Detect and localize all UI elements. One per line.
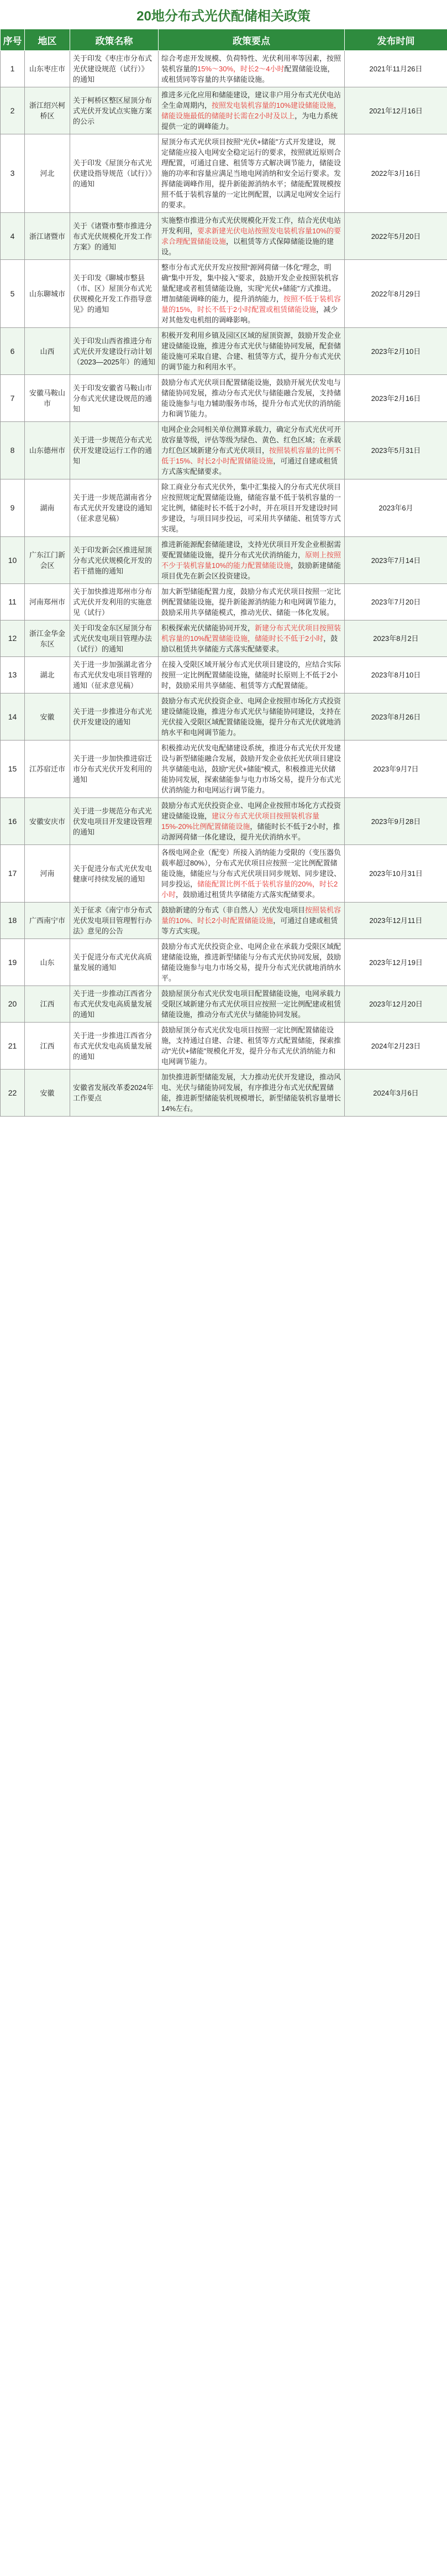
table-row xyxy=(1,213,447,260)
point-text: 鼓励屋顶分布式光伏发电项目配置储能设施，电网承载力受限区域新建分布式光伏项目应按照一定比例配建或租赁储能设施，推动分布式光伏与储能协同发展。 xyxy=(161,989,341,1019)
row-policy-points xyxy=(159,584,345,620)
point-text: 实施整市推进分布式光伏规模化开发工作，结合光伏电站开发利用， xyxy=(161,216,341,235)
row-date: 2023年9月7日 xyxy=(345,741,447,798)
row-index: 6 xyxy=(1,328,25,375)
table-row xyxy=(1,584,447,620)
row-region: 山东聊城市 xyxy=(25,260,70,328)
row-date: 2023年2月16日 xyxy=(345,375,447,422)
row-index: 3 xyxy=(1,134,25,213)
row-index: 10 xyxy=(1,537,25,584)
row-date: 2021年11月26日 xyxy=(345,51,447,87)
row-index: 8 xyxy=(1,422,25,479)
row-policy-points xyxy=(159,213,345,260)
table-row xyxy=(1,134,447,213)
row-index: 17 xyxy=(1,845,25,903)
row-date: 2023年8月10日 xyxy=(345,657,447,693)
row-policy-points xyxy=(159,51,345,87)
row-index: 9 xyxy=(1,479,25,537)
row-policy-points xyxy=(159,328,345,375)
point-text: 加快推进新型储能发展，大力推动光伏开发建设，推动风电、光伏与储能协同发展，有序推进分布式光伏配置储能，推进新型储能装机规模增长，新型储能装机容量增长14%左右。 xyxy=(161,1073,341,1113)
table-row xyxy=(1,939,447,986)
table-row xyxy=(1,537,447,584)
row-date: 2023年12月20日 xyxy=(345,986,447,1023)
table-row xyxy=(1,87,447,134)
row-region: 河北 xyxy=(25,134,70,213)
point-text: 鼓励分布式光伏投资企业、电网企业在承载力受限区域配建储能设施，推进新型储能与分布式光伏协同发展，鼓励储能设施参与电力市场交易，提升分布式光伏就地消纳水平。 xyxy=(161,942,341,982)
point-text: 在接入受限区域开展分布式光伏项目建设的，应结合实际按照一定比例配置储能设施，储能时长原则上不低于2小时，鼓励采用共享储能、租赁等方式配置储能。 xyxy=(161,660,341,690)
row-policy-points xyxy=(159,939,345,986)
row-index: 21 xyxy=(1,1023,25,1070)
row-region: 浙江绍兴柯桥区 xyxy=(25,87,70,134)
row-policy-points xyxy=(159,537,345,584)
header-index: 序号 xyxy=(1,29,25,51)
table-row xyxy=(1,657,447,693)
row-policy-name: 关于印发金东区屋顶分布式光伏发电项目管理办法（试行）的通知 xyxy=(70,620,159,657)
highlighted-text: 新建分布式光伏项目按照装机容量的10%配置储能设施，储能时长不低于2小时 xyxy=(161,624,341,643)
row-policy-name: 关于进一步规范分布式光伏发电项目开发建设管理的通知 xyxy=(70,798,159,845)
row-region: 山东 xyxy=(25,939,70,986)
row-index: 22 xyxy=(1,1070,25,1117)
row-policy-name: 关于促进分布式光伏发电健康可持续发展的通知 xyxy=(70,845,159,903)
row-policy-name: 关于进一步推进江西省分布式光伏发电高质量发展的通知 xyxy=(70,1023,159,1070)
point-text: ，以租赁等方式保障储能设施的建设。 xyxy=(161,237,334,256)
table-row xyxy=(1,479,447,537)
point-text: 积极推动光伏发电配储建设系统，推进分布式光伏开发建设与新型储能融合发展，鼓励开发企业依托光伏项目建设共享储能电站，鼓励“光伏+储能”模式，积极推进光伏储能协同发展，探索储能参与电力市场交易，提升分布式光伏消纳能力和电网运行调节能力。 xyxy=(161,744,341,794)
row-date: 2023年8月26日 xyxy=(345,693,447,741)
row-index: 13 xyxy=(1,657,25,693)
point-text: 鼓励新建的分布式（非自然人）光伏发电项目 xyxy=(161,906,306,914)
row-policy-name: 关于《诸暨市整市推进分布式光伏规模化开发工作方案》的通知 xyxy=(70,213,159,260)
row-date: 2023年7月20日 xyxy=(345,584,447,620)
table-row xyxy=(1,260,447,328)
row-policy-name: 关于进一步推进分布式光伏开发建设的通知 xyxy=(70,693,159,741)
table-row xyxy=(1,620,447,657)
row-index: 7 xyxy=(1,375,25,422)
row-index: 18 xyxy=(1,903,25,939)
row-index: 1 xyxy=(1,51,25,87)
table-row xyxy=(1,986,447,1023)
point-text: 鼓励屋顶分布式光伏发电项目按照一定比例配置储能设施，支持通过自建、合建、租赁等方式配置储能，探索推动“光伏+储能”规模化开发，提升分布式光伏消纳能力和电网调节能力。 xyxy=(161,1026,341,1066)
point-text: 鼓励分布式光伏项目配置储能设施，鼓励开展光伏发电与储能协同发展，推动分布式光伏与储能融合发展，支持储能设施参与电力辅助服务市场，提升分布式光伏的消纳能力和调节能力。 xyxy=(161,378,341,418)
row-policy-name: 关于印发《屋顶分布式光伏建设指导规范（试行）》的通知 xyxy=(70,134,159,213)
row-policy-points xyxy=(159,845,345,903)
row-date: 2022年3月16日 xyxy=(345,134,447,213)
table-row xyxy=(1,845,447,903)
row-policy-name: 关于印发新会区推进屋顶分布式光伏规模化开发的若干措施的通知 xyxy=(70,537,159,584)
point-text: 配置储能设施，或租赁同等容量的共享储能设施。 xyxy=(161,65,335,84)
row-policy-name: 安徽省发展改革委2024年工作要点 xyxy=(70,1070,159,1117)
row-date: 2023年5月31日 xyxy=(345,422,447,479)
row-index: 16 xyxy=(1,798,25,845)
point-text: ，鼓励新建储能项目优先在新会区投资建设。 xyxy=(161,561,341,580)
row-policy-name: 关于促进分布式光伏高质量发展的通知 xyxy=(70,939,159,986)
row-index: 20 xyxy=(1,986,25,1023)
point-text: 推进多元化应用和储能建设，建议非户用分布式光伏电站全生命周期内， xyxy=(161,91,341,109)
row-index: 14 xyxy=(1,693,25,741)
row-index: 2 xyxy=(1,87,25,134)
row-region: 安徽安庆市 xyxy=(25,798,70,845)
row-date: 2022年5月20日 xyxy=(345,213,447,260)
page-title: 20地分布式光伏配储相关政策 xyxy=(136,8,311,24)
row-date: 2023年9月28日 xyxy=(345,798,447,845)
row-policy-points xyxy=(159,657,345,693)
point-text: ，鼓励以租赁共享储能方式落实配储要求。 xyxy=(161,634,338,653)
row-region: 安徽 xyxy=(25,1070,70,1117)
row-date: 2023年7月14日 xyxy=(345,537,447,584)
row-policy-name: 关于印发《聊城市整县（市、区）屋顶分布式光伏规模化开发工作指导意见》的通知 xyxy=(70,260,159,328)
row-date: 2021年12月16日 xyxy=(345,87,447,134)
highlighted-text: 原则上按照不少于装机容量10%的能力配置储能设施 xyxy=(161,551,341,570)
point-text: 综合考虑开发规模、负荷特性、光伏利用率等因素，按照装机容量的 xyxy=(161,54,341,73)
point-text: 鼓励分布式光伏投资企业、电网企业按照市场化方式投资建设储能设施，推进分布式光伏与储能协同建设，支持在光伏接入受限区域配置储能设施，提升分布式光伏就地消纳水平和电网调节能力。 xyxy=(161,697,341,737)
row-policy-points xyxy=(159,693,345,741)
row-policy-points xyxy=(159,1023,345,1070)
row-date: 2023年12月19日 xyxy=(345,939,447,986)
row-policy-points xyxy=(159,375,345,422)
table-row xyxy=(1,375,447,422)
row-region: 安徽马鞍山市 xyxy=(25,375,70,422)
point-text: 除工商业分布式光伏外，集中汇集接入的分布式光伏项目应按照规定配置储能设施，储能容量不低于装机容量的一定比例，储能时长不低于2小时，并在项目开发建设时同步建设，与项目同步投运，可采用共享储能、租赁等方式实现。 xyxy=(161,483,341,533)
row-date: 2023年2月10日 xyxy=(345,328,447,375)
header-region: 地区 xyxy=(25,29,70,51)
point-text: ，鼓励通过租赁共享储能方式落实配储要求。 xyxy=(176,890,320,899)
row-policy-points xyxy=(159,1070,345,1117)
row-index: 4 xyxy=(1,213,25,260)
row-date: 2023年6月 xyxy=(345,479,447,537)
row-region: 江苏宿迁市 xyxy=(25,741,70,798)
row-policy-points xyxy=(159,479,345,537)
row-region: 安徽 xyxy=(25,693,70,741)
row-policy-points xyxy=(159,87,345,134)
row-policy-points xyxy=(159,986,345,1023)
row-policy-name: 关于进一步加快推进宿迁市分布式光伏开发利用的通知 xyxy=(70,741,159,798)
row-index: 5 xyxy=(1,260,25,328)
row-region: 河南 xyxy=(25,845,70,903)
row-policy-points xyxy=(159,741,345,798)
row-region: 山东枣庄市 xyxy=(25,51,70,87)
row-date: 2022年8月29日 xyxy=(345,260,447,328)
row-region: 湖南 xyxy=(25,479,70,537)
point-text: 屋顶分布式光伏项目按照“光伏+储能”方式开发建设，规定储能应接入电网安全稳定运行的要求，按照就近原则合理配置，可通过自建、租赁等方式解决调节能力，储能设施的功率和容量应满足当地电网消纳和安全运行要求。发挥储能调峰作用，提升新能源消纳水平；储能配置规模按照不低于装机容量的一定比例配置，以满足电网安全运行的要求。 xyxy=(161,138,341,209)
table-row xyxy=(1,798,447,845)
point-text: 积极开发利用乡镇及园区区域的屋顶资源，鼓励开发企业建设储能设施，推进分布式光伏与储能协同发展，配套储能设施可采取自建、合建、租赁等方式，提升分布式光伏的调节能力和利用水平。 xyxy=(161,331,341,371)
row-region: 山东德州市 xyxy=(25,422,70,479)
row-policy-points xyxy=(159,903,345,939)
row-region: 广东江门新会区 xyxy=(25,537,70,584)
row-policy-points xyxy=(159,134,345,213)
table-row xyxy=(1,693,447,741)
point-text: 电网企业会同相关单位测算承载力，确定分布式光伏可开放容量等级，评估等级为绿色、黄色、红色区域；在承载力红色区域新建分布式光伏项目， xyxy=(161,425,341,455)
row-region: 湖北 xyxy=(25,657,70,693)
row-policy-points xyxy=(159,620,345,657)
highlighted-text: 建议分布式光伏项目按照装机容量15%-20%比例配置储能设施 xyxy=(161,812,320,831)
row-policy-name: 关于进一步加强湖北省分布式光伏发电项目管理的通知（征求意见稿） xyxy=(70,657,159,693)
row-region: 浙江金华金东区 xyxy=(25,620,70,657)
point-text: ，储能时长不低于2小时，推动源网荷储一体化建设，提升光伏消纳水平。 xyxy=(161,822,340,841)
header-policy-points: 政策要点 xyxy=(159,29,345,51)
row-policy-name: 关于柯桥区整区屋顶分布式光伏开发试点实施方案的公示 xyxy=(70,87,159,134)
row-policy-name: 关于进一步规范湖南省分布式光伏开发建设的通知（征求意见稿） xyxy=(70,479,159,537)
row-index: 19 xyxy=(1,939,25,986)
row-region: 江西 xyxy=(25,986,70,1023)
row-index: 12 xyxy=(1,620,25,657)
row-policy-name: 关于印发《枣庄市分布式光伏建设规范（试行）》的通知 xyxy=(70,51,159,87)
point-text: 加大新型储能配置力度，鼓励分布式光伏项目按照一定比例配置储能设施，提升新能源消纳能力和电网调节能力，鼓励采用共享储能模式，推动光伏、储能一体化发展。 xyxy=(161,587,341,617)
highlighted-text: 储能配置比例不低于装机容量的20%，时长2小时 xyxy=(161,880,338,899)
row-policy-name: 关于印发山西省推进分布式光伏开发建设行动计划（2023—2025年）的通知 xyxy=(70,328,159,375)
row-region: 山西 xyxy=(25,328,70,375)
row-policy-name: 关于印发安徽省马鞍山市分布式光伏建设规范的通知 xyxy=(70,375,159,422)
highlighted-text: 按照装机容量的10%、时长2小时配置储能设施 xyxy=(161,906,341,925)
point-text: 推进新能源配套储能建设，支持光伏项目开发企业根据需要配置储能设施，提升分布式光伏消纳能力， xyxy=(161,540,341,559)
row-date: 2023年8月2日 xyxy=(345,620,447,657)
point-text: ，可通过自建或租赁方式落实配储要求。 xyxy=(161,457,338,476)
row-region: 广西南宁市 xyxy=(25,903,70,939)
row-policy-name: 关于加快推进郑州市分布式光伏开发利用的实施意见（试行） xyxy=(70,584,159,620)
row-region: 浙江诸暨市 xyxy=(25,213,70,260)
header-date: 发布时间 xyxy=(345,29,447,51)
header-row xyxy=(1,29,447,51)
point-text: 积极探索光伏储能协同开发， xyxy=(161,624,255,632)
highlighted-text: 15%～30%，时长2～4小时 xyxy=(197,65,285,73)
table-row xyxy=(1,422,447,479)
point-text: ，为电力系统提供一定的调峰能力。 xyxy=(161,112,338,131)
highlighted-text: 按照不低于装机容量的15%，时长不低于2小时配置或租赁储能设施 xyxy=(161,295,341,314)
table-row xyxy=(1,328,447,375)
table-row xyxy=(1,903,447,939)
highlighted-text: 按照装机容量的比例不低于15%、时长2小时配置储能设施 xyxy=(161,446,341,465)
table-row xyxy=(1,1070,447,1117)
table-row xyxy=(1,741,447,798)
policy-table xyxy=(0,29,447,1117)
row-policy-points xyxy=(159,422,345,479)
row-date: 2023年10月31日 xyxy=(345,845,447,903)
row-policy-name: 关于进一步推动江西省分布式光伏发电高质量发展的通知 xyxy=(70,986,159,1023)
point-text: 各级电网企业（配变）所接入消纳能力受限的（变压器负载率超过80%），分布式光伏项目应按照一定比例配置储能设施，储能应与分布式光伏项目同步规划、同步建设、同步投运， xyxy=(161,848,341,888)
row-policy-name: 关于进一步规范分布式光伏开发建设运行工作的通知 xyxy=(70,422,159,479)
point-text: ，可通过自建或租赁等方式实现。 xyxy=(161,916,338,935)
table-row xyxy=(1,1023,447,1070)
point-text: 整市分布式光伏开发应按照“源网荷储一体化”理念，明确“集中开发，集中接入”要求，鼓励开发企业按照装机容量配建或者租赁储能设施，实现“光伏+储能”方式推进。增加储能调峰的能力，提升消纳能力， xyxy=(161,263,339,303)
row-index: 11 xyxy=(1,584,25,620)
point-text: 鼓励分布式光伏投资企业、电网企业按照市场化方式投资建设储能设施， xyxy=(161,801,341,820)
row-policy-points xyxy=(159,798,345,845)
row-date: 2023年12月11日 xyxy=(345,903,447,939)
highlighted-text: 要求新建光伏电站按照发电装机容量10%的要求合理配置储能设施 xyxy=(161,227,341,246)
row-region: 江西 xyxy=(25,1023,70,1070)
row-index: 15 xyxy=(1,741,25,798)
row-region: 河南郑州市 xyxy=(25,584,70,620)
table-row xyxy=(1,51,447,87)
row-date: 2024年3月6日 xyxy=(345,1070,447,1117)
row-policy-points xyxy=(159,260,345,328)
row-date: 2024年2月23日 xyxy=(345,1023,447,1070)
header-policy-name: 政策名称 xyxy=(70,29,159,51)
highlighted-text: 按照发电装机容量的10%建设储能设施，储能设施最低的储能时长需在2小时及以上 xyxy=(161,101,341,120)
row-policy-name: 关于征求《南宁市分布式光伏发电项目管理暂行办法》意见的公告 xyxy=(70,903,159,939)
point-text: ，减少对其他发电机组的调峰影响。 xyxy=(161,305,338,324)
